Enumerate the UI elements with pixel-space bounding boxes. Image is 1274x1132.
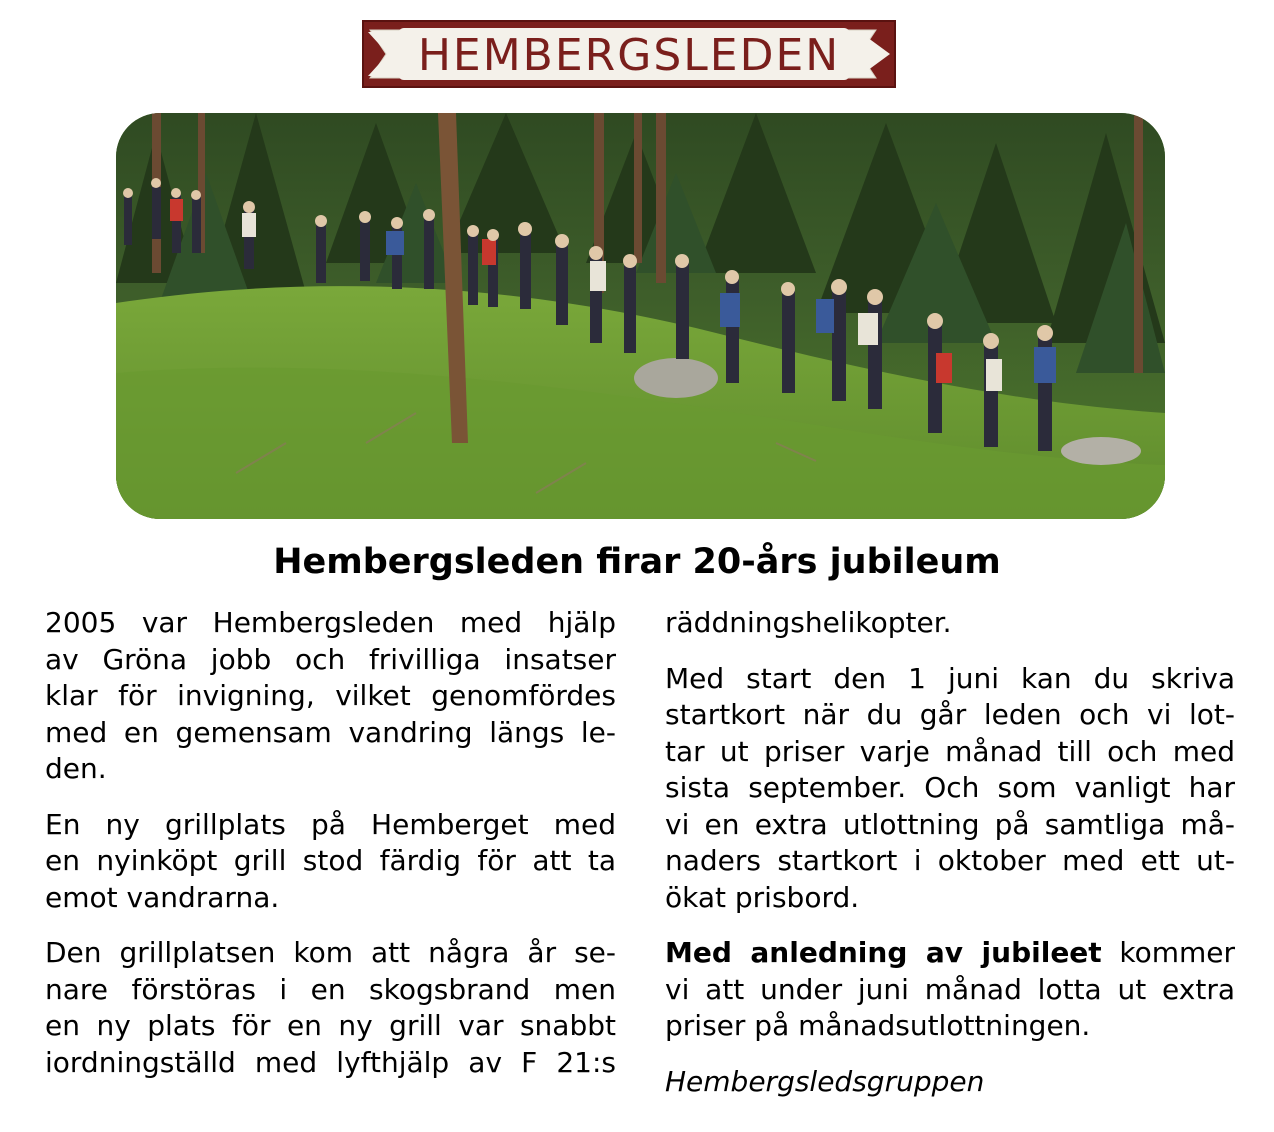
text-line: vi en extra utlottning på samtliga må- [665, 807, 1235, 841]
paragraph-continuation [665, 605, 1235, 642]
text-line: Med start den 1 juni kan du skriva [665, 661, 1235, 695]
article-right-column [665, 605, 1235, 1119]
article-headline: Hembergsleden firar 20-års jubileum [273, 542, 1001, 582]
text-line: iordningställd med lyfthjälp av F 21:s [45, 1045, 616, 1079]
text-fragment: kommer [1101, 936, 1235, 969]
text-line [665, 935, 1235, 972]
text-line: Den grillplatsen kom att några år se- [45, 936, 616, 969]
article-left-column [45, 605, 616, 1100]
text-line: 2005 var Hembergsleden med hjälp [45, 606, 616, 639]
text-line: emot vandrarna. [45, 880, 280, 914]
paragraph-inauguration [45, 605, 616, 788]
text-line: En ny grillplats på Hemberget med [45, 807, 616, 841]
hikers-photo-illustration [116, 113, 1165, 519]
text-line: priser på månadsutlottningen. [665, 1009, 1091, 1042]
signature: Hembergsledsgruppen [665, 1064, 985, 1098]
text-line: av Gröna jobb och frivilliga insatser [45, 642, 616, 676]
text-line: vi att under juni månad lotta ut extra [665, 972, 1235, 1006]
hembergsleden-sign-logo [362, 20, 896, 88]
text-line: en nyinköpt grill stod färdig för att ta [45, 844, 616, 877]
text-line: en ny plats för en ny grill var snabbt [45, 1009, 616, 1042]
text-line: tar ut priser varje månad till och med [665, 734, 1235, 768]
text-line: sista september. Och som vanligt har [665, 771, 1235, 804]
text-line: nare förstöras i en skogsbrand men [45, 972, 616, 1006]
text-line: klar för invigning, vilket genomfördes [45, 679, 616, 712]
paragraph-jubilee [665, 935, 1235, 1045]
text-line: startkort när du går leden och vi lot- [665, 698, 1235, 731]
text-line: naders startkort i oktober med ett ut- [665, 844, 1235, 877]
paragraph-forest-fire [45, 935, 616, 1081]
hikers-in-forest-photo [116, 113, 1165, 519]
sign-text: HEMBERGSLEDEN [417, 30, 841, 81]
text-line: ökat prisbord. [665, 880, 860, 914]
paragraph-grill-place [45, 807, 616, 917]
text-line: räddningshelikopter. [665, 606, 952, 639]
text-line: den. [45, 752, 107, 785]
jubilee-bold-lead: Med anledning av jubileet [665, 936, 1102, 969]
paragraph-start-cards [665, 661, 1235, 917]
text-line: med en gemensam vandring längs le- [45, 715, 616, 749]
sign-arrow-graphic [364, 22, 894, 86]
